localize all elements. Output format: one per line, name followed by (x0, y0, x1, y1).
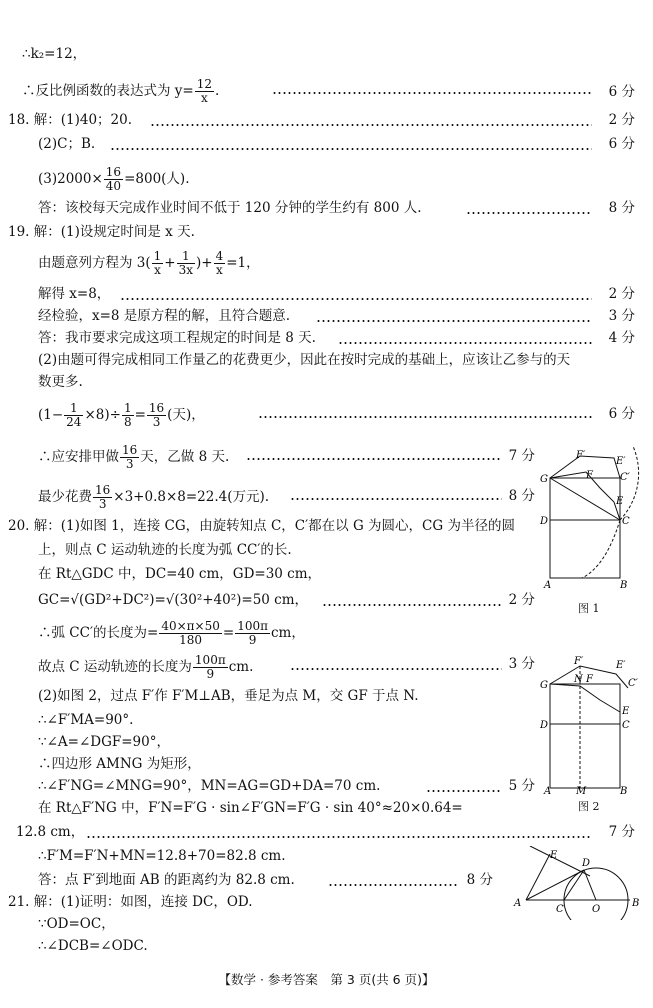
text-line: ∴反比例函数的表达式为 y= $\frac{12}{x}$ . (22, 77, 220, 105)
text-line: 19. 解：(1)设规定时间是 x 天. (8, 224, 195, 240)
score: 3 分 (608, 308, 635, 324)
score: 6 分 (608, 406, 635, 422)
text-line: 故点 C 运动轨迹的长度为 $\frac{100\pi}{9}$ cm. (38, 653, 254, 681)
dot-leader (246, 458, 502, 460)
dot-leader (110, 148, 592, 150)
figure-2 (536, 652, 646, 800)
svg-text:B: B (620, 786, 628, 797)
score: 3 分 (508, 656, 535, 672)
text-line: 最少花费 $\frac{16}{3}$ ×3+0.8×8=22.4(万元). (38, 483, 270, 511)
text-line: (1− $\frac{1}{24}$ ×8)÷ $\frac{1}{8}$ = $\frac{16}{3}$ (天)， (38, 401, 205, 429)
figure-1-caption: 图 1 (578, 602, 600, 615)
dot-leader (290, 498, 502, 500)
dot-leader (290, 668, 502, 670)
svg-text:O: O (592, 904, 601, 915)
svg-text:E′: E′ (616, 456, 626, 467)
text-line: ∵∠A=∠DGF=90°， (38, 734, 170, 750)
text-line: ∴∠F′MA=90°. (38, 712, 134, 728)
svg-text:C: C (556, 904, 564, 915)
score: 5 分 (508, 778, 535, 794)
svg-text:D: D (540, 516, 549, 527)
text-line: (2)C；B. (38, 136, 96, 152)
svg-text:G: G (540, 474, 548, 485)
svg-text:A: A (544, 786, 552, 797)
svg-text:C′: C′ (620, 472, 630, 483)
score: 4 分 (608, 330, 635, 346)
svg-text:N: N (574, 674, 583, 685)
svg-text:B: B (620, 580, 628, 591)
score: 2 分 (608, 286, 635, 302)
dot-leader (466, 212, 592, 214)
text-line: 上，则点 C 运动轨迹的长度为弧 CC′的长. (38, 542, 292, 558)
dot-leader (328, 884, 458, 886)
svg-text:F′: F′ (574, 656, 584, 667)
text-line: GC=√(GD²+DC²)=√(30²+40²)=50 cm， (38, 592, 309, 608)
figure-1 (536, 446, 646, 596)
dot-leader (86, 836, 592, 838)
text-line: ∴应安排甲做 $\frac{16}{3}$ 天，乙做 8 天. (38, 443, 230, 471)
text-line: ∴F′M=F′N+MN=12.8+70=82.8 cm. (38, 848, 286, 864)
text-line: 21. 解：(1)证明：如图，连接 DC，OD. (8, 894, 253, 910)
svg-text:A: A (544, 580, 552, 591)
dot-leader (338, 342, 592, 344)
fig2-body (550, 684, 620, 788)
text-line: 数更多. (38, 374, 83, 390)
text-line: 18. 解：(1)40；20. (8, 112, 133, 128)
svg-text:B: B (632, 898, 640, 909)
svg-text:F: F (586, 470, 593, 481)
text-line: 解得 x=8， (38, 286, 111, 302)
score: 7 分 (608, 824, 635, 840)
text-line: ∴∠DCB=∠ODC. (38, 938, 148, 954)
text-line: 经检验，x=8 是原方程的解，且符合题意. (38, 308, 291, 324)
dot-leader (150, 124, 592, 126)
text-line: 由题意列方程为 3( $\frac{1}{x}$ + $\frac{1}{3x}$ )+ $\frac{4}{x}$ =1， (38, 249, 260, 277)
svg-text:C: C (622, 720, 630, 731)
text-line: ∵OD=OC， (38, 916, 115, 932)
score: 8 分 (466, 872, 493, 888)
svg-text:F′: F′ (576, 450, 586, 461)
figure-3 (510, 846, 644, 920)
svg-text:A: A (514, 898, 522, 909)
score: 8 分 (508, 488, 535, 504)
text-line: 答：该校每天完成作业时间不低于 120 分钟的学生约有 800 人. (38, 200, 422, 216)
text-line: ∴k₂=12， (22, 46, 87, 62)
score: 2 分 (508, 592, 535, 608)
dot-leader (426, 790, 502, 792)
score: 7 分 (508, 448, 535, 464)
fig1-body (550, 478, 620, 578)
text-line: (3)2000× $\frac{16}{40}$ =800(人). (38, 165, 190, 193)
score: 8 分 (608, 200, 635, 216)
text-line: 12.8 cm， (16, 824, 85, 840)
score: 6 分 (608, 136, 635, 152)
svg-text:G: G (540, 680, 548, 691)
svg-text:D: D (540, 720, 549, 731)
text-line: 答：我市要求完成这项工程规定的时间是 8 天. (38, 330, 316, 346)
text-line: ∴四边形 AMNG 为矩形， (38, 756, 201, 772)
text-line: 20. 解：(1)如图 1，连接 CG，由旋转知点 C，C′都在以 G 为圆心，CG 为半径的圆 (8, 518, 515, 534)
figure-2-caption: 图 2 (578, 800, 600, 813)
svg-text:E: E (550, 850, 558, 861)
text-line: (2)由题可得完成相同工作量乙的花费更少，因此在按时完成的基础上，应该让乙参与的天 (38, 352, 571, 368)
dot-leader (272, 92, 592, 94)
svg-text:E: E (622, 706, 630, 717)
svg-text:M: M (576, 786, 587, 797)
text-line: 答：点 F′到地面 AB 的距离约为 82.8 cm. (38, 872, 295, 888)
text-line: ∴弧 CC′的长度为= $\frac{40\times\pi\times 50}{180}$ = $\frac{100\pi}{9}$ cm， (38, 619, 305, 647)
text-line: 在 Rt△F′NG 中，F′N=F′G · sin∠F′GN=F′G · sin 40°≈20×0.64= (38, 800, 463, 816)
score: 6 分 (608, 84, 635, 100)
svg-text:E′: E′ (616, 660, 626, 671)
svg-text:E: E (616, 496, 624, 507)
svg-text:F: F (586, 674, 593, 685)
text-line: ∴∠F′NG=∠MNG=90°，MN=AG=GD+DA=70 cm. (38, 778, 381, 794)
text-line: (2)如图 2，过点 F′作 F′M⊥AB，垂足为点 M，交 GF 于点 N. (38, 688, 419, 704)
dot-leader (322, 604, 502, 606)
svg-text:D: D (582, 858, 591, 869)
svg-text:C: C (622, 516, 630, 527)
dot-leader (120, 298, 592, 300)
dot-leader (258, 416, 592, 418)
svg-text:C′: C′ (628, 678, 638, 689)
text-line: 在 Rt△GDC 中，DC=40 cm，GD=30 cm， (38, 566, 322, 582)
dot-leader (316, 320, 592, 322)
page-footer: 【数学 · 参考答案 第 3 页(共 6 页)】 (218, 972, 435, 987)
score: 2 分 (608, 112, 635, 128)
